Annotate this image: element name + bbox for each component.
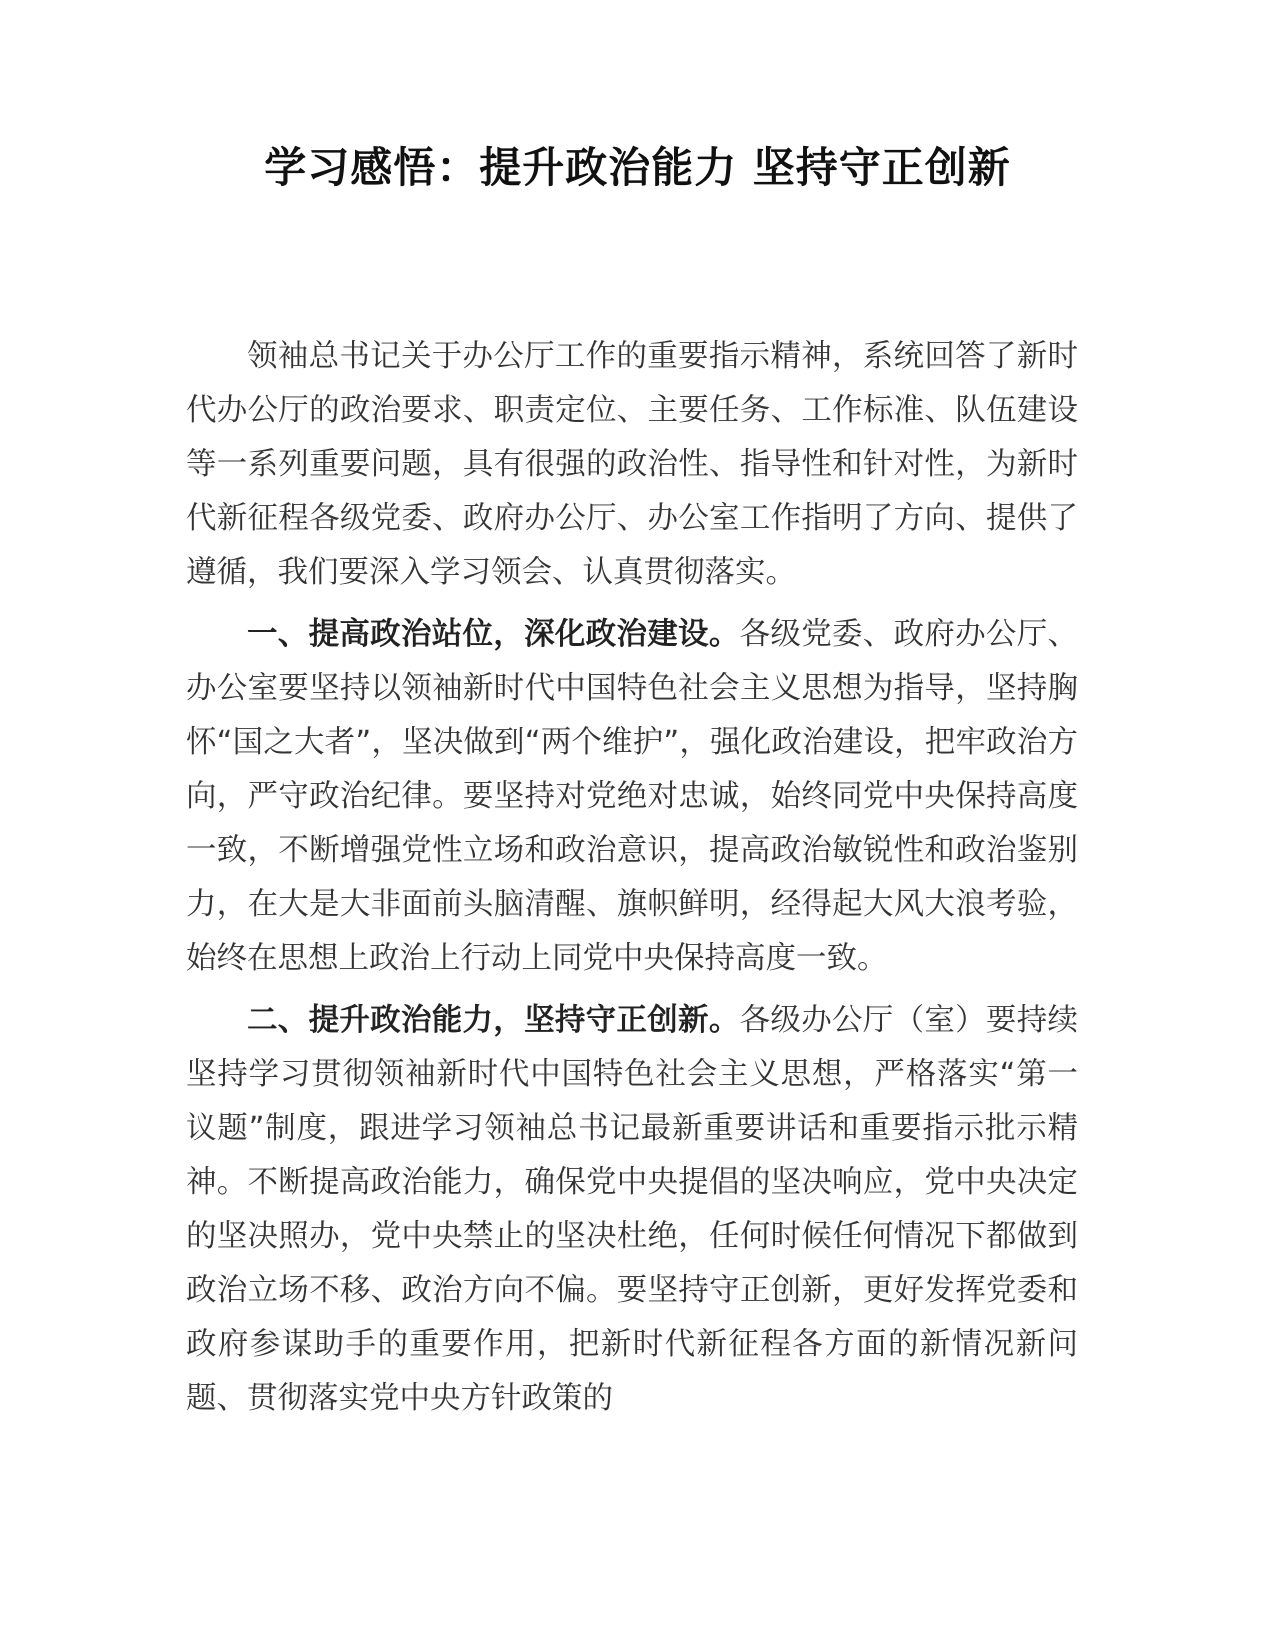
document-body	[186, 330, 1078, 1434]
paragraph-section-2	[186, 994, 1078, 1426]
paragraph-text: 各级党委、政府办公厅、办公室要坚持以领袖新时代中国特色社会主义思想为指导，坚持胸怀“国之大者”，坚决做到“两个维护”，强化政治建设，把牢政治方向，严守政治纪律。要坚持对党绝对忠诚，始终同党中央保持高度一致，不断增强党性立场和政治意识，提高政治敏锐性和政治鉴别力，在大是大非面前头脑清醒、旗帜鲜明，经得起大风大浪考验，始终在思想上政治上行动上同党中央保持高度一致。	[186, 617, 1079, 976]
paragraph-lead: 一、提高政治站位，深化政治建设。	[247, 617, 740, 652]
paragraph-intro	[186, 330, 1078, 600]
paragraph-section-1	[186, 608, 1078, 986]
paragraph-lead: 二、提升政治能力，坚持守正创新。	[247, 1003, 740, 1038]
document-title: 学习感悟：提升政治能力 坚持守正创新	[264, 143, 1011, 192]
paragraph-text: 领袖总书记关于办公厅工作的重要指示精神，系统回答了新时代办公厅的政治要求、职责定位、主要任务、工作标准、队伍建设等一系列重要问题，具有很强的政治性、指导性和针对性，为新时代新征程各级党委、政府办公厅、办公室工作指明了方向、提供了遵循，我们要深入学习领会、认真贯彻落实。	[186, 339, 1078, 590]
paragraph-text: 各级办公厅（室）要持续坚持学习贯彻领袖新时代中国特色社会主义思想，严格落实“第一议题”制度，跟进学习领袖总书记最新重要讲话和重要指示批示精神。不断提高政治能力，确保党中央提倡的坚决响应，党中央决定的坚决照办，党中央禁止的坚决杜绝，任何时候任何情况下都做到政治立场不移、政治方向不偏。要坚持守正创新，更好发挥党委和政府参谋助手的重要作用，把新时代新征程各方面的新情况新问题、贯彻落实党中央方针政策的	[186, 1003, 1079, 1416]
